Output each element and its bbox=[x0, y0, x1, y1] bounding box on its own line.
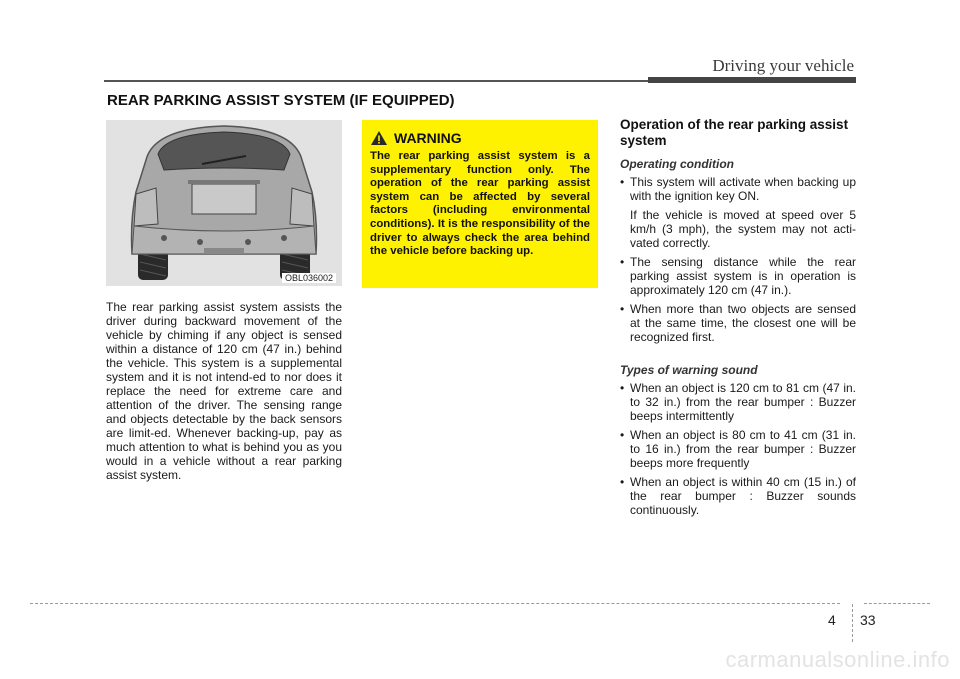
footer-rule-right bbox=[864, 603, 930, 604]
condition-text: This system will activate when backing up with the ignition key ON. bbox=[630, 175, 856, 203]
warning-box bbox=[362, 120, 598, 288]
page-divider bbox=[852, 604, 854, 642]
list-item: • The sensing distance while the rear parking assist system is in operation is approximately 120 cm (47 in.). bbox=[620, 255, 856, 297]
sound-list bbox=[620, 381, 856, 517]
list-item: • When an object is 120 cm to 81 cm (47 in. to 32 in.) from the rear bumper : Buzzer beeps intermittently bbox=[620, 381, 856, 423]
list-item bbox=[620, 175, 856, 250]
rear-car-figure bbox=[106, 120, 342, 286]
warning-title: WARNING bbox=[394, 130, 462, 146]
condition-note: If the vehicle is moved at speed over 5 km/h (3 mph), the system may not acti-vated correctly. bbox=[630, 208, 856, 250]
chapter-title: Driving your vehicle bbox=[712, 56, 854, 75]
operation-heading: Operation of the rear parking assist system bbox=[620, 117, 849, 148]
condition-list bbox=[620, 175, 856, 344]
list-item: • When more than two objects are sensed at the same time, the closest one will be recognized first. bbox=[620, 302, 856, 344]
spacer bbox=[620, 349, 856, 363]
page-number: 33 bbox=[860, 612, 876, 628]
figure-code: OBL036002 bbox=[282, 273, 336, 283]
warning-text: The rear parking assist system is a supplementary function only. The operation of the rear parking assist system can be affected by several factors (including environmental conditions). It is the responsibility of the driver to always check the area behind the vehicle before backing up. bbox=[370, 150, 590, 258]
warning-icon bbox=[370, 130, 388, 146]
watermark: carmanualsonline.info bbox=[725, 647, 950, 672]
footer-rule bbox=[30, 603, 840, 604]
page-chapter: 4 bbox=[828, 612, 836, 628]
warning-header bbox=[370, 130, 590, 146]
header-rule-accent bbox=[648, 77, 856, 83]
intro-paragraph: The rear parking assist system assists the driver during backward movement of the vehicle by chiming if any object is sensed within a distance of 120 cm (47 in.) behind the vehicle. This system is a supplemental system and it is not intend-ed to nor does it replace the need for extreme care and attention of the driver. The sensing range and objects detectable by the back sensors are limit-ed. Whenever backing-up, pay as much attention to what is behind you as you would in a vehicle without a rear parking assist system. bbox=[106, 300, 342, 482]
operation-column bbox=[620, 117, 856, 522]
list-item: • When an object is within 40 cm (15 in.) of the rear bumper : Buzzer sounds continuously. bbox=[620, 475, 856, 517]
warning-sound-heading: Types of warning sound bbox=[620, 363, 758, 377]
list-item: • When an object is 80 cm to 41 cm (31 in. to 16 in.) from the rear bumper : Buzzer beeps more frequently bbox=[620, 428, 856, 470]
rear-car-illustration bbox=[106, 120, 342, 286]
operating-condition-heading: Operating condition bbox=[620, 157, 734, 171]
section-title: REAR PARKING ASSIST SYSTEM (IF EQUIPPED) bbox=[107, 92, 455, 109]
